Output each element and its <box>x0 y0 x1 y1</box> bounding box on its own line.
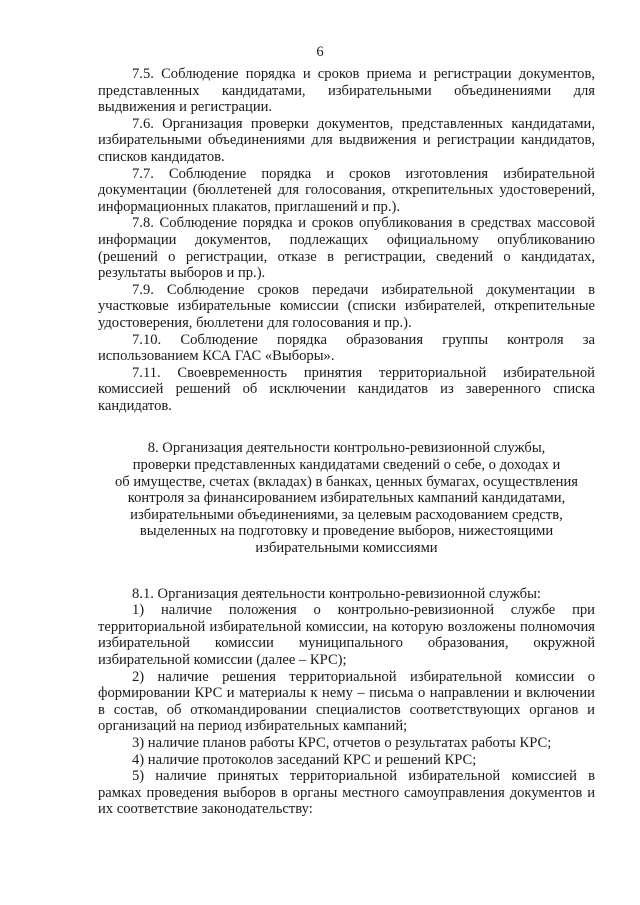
list-item-5: 5) наличие принятых территориальной избирательной комиссией в рамках проведения выборов в органы местного самоуправления документов и их соответствие законодательству: <box>98 768 595 818</box>
paragraph-7-9: 7.9. Соблюдение сроков передачи избирательной документации в участковые избирательные комиссии (списки избирателей, открепительные удостоверения, бюллетени для голосования и пр.). <box>98 281 595 331</box>
page-number: 6 <box>316 44 324 60</box>
document-body <box>98 66 595 818</box>
paragraph-7-7: 7.7. Соблюдение порядка и сроков изготовления избирательной документации (бюллетеней для голосования, открепительных удостоверений, информационных плакатов, приглашений и пр.). <box>98 165 595 215</box>
section-heading-line: контроля за финансированием избирательных кампаний кандидатами, <box>127 490 566 507</box>
section-heading-line: избирательными комиссиями <box>255 540 438 557</box>
list-item-1: 1) наличие положения о контрольно-ревизионной службе при территориальной избирательной комиссии, на которую возложены полномочия избирательной комиссии муниципального образования, окружной избирательной комиссии (далее – КРС); <box>98 602 595 668</box>
paragraph-7-10: 7.10. Соблюдение порядка образования группы контроля за использованием КСА ГАС «Выборы». <box>98 331 595 365</box>
paragraph-7-6: 7.6. Организация проверки документов, представленных кандидатами, избирательными объединениями для выдвижения и регистрации кандидатов, списков кандидатов. <box>98 115 595 165</box>
section-heading-line: об имуществе, счетах (вкладах) в банках, ценных бумагах, осуществления <box>115 473 578 490</box>
section-heading-line: 8. Организация деятельности контрольно-ревизионной службы, <box>147 440 546 457</box>
paragraph-7-8: 7.8. Соблюдение порядка и сроков опубликования в средствах массовой информации документов, подлежащих официальному опубликованию (решений о регистрации, отказе в регистрации, сведений о кандидатах, результаты выборов и пр.). <box>98 215 595 282</box>
list-item-4: 4) наличие протоколов заседаний КРС и решений КРС; <box>132 751 477 768</box>
section-8-heading <box>98 440 595 556</box>
section-heading-line: избирательными объединениями, за целевым расходованием средств, <box>130 506 563 523</box>
list-item-2: 2) наличие решения территориальной избирательной комиссии о формировании КРС и материалы к нему – письма о направлении и включении в состав, об откомандировании специалистов соответствующих органов и организаций на период избирательных кампаний; <box>98 668 595 735</box>
section-heading-line: выделенных на подготовку и проведение выборов, нижестоящими <box>139 523 554 540</box>
section-heading-line: проверки представленных кандидатами сведений о себе, о доходах и <box>132 457 561 474</box>
paragraph-7-5: 7.5. Соблюдение порядка и сроков приема и регистрации документов, представленных кандидатами, избирательными объединениями для выдвижения и регистрации. <box>98 66 595 116</box>
paragraph-8-1: 8.1. Организация деятельности контрольно-ревизионной службы: <box>132 585 541 602</box>
list-item-3: 3) наличие планов работы КРС, отчетов о результатах работы КРС; <box>132 734 552 751</box>
paragraph-7-11: 7.11. Своевременность принятия территориальной избирательной комиссией решений об исключении кандидатов из заверенного списка кандидатов. <box>98 364 595 414</box>
section-spacer <box>98 557 595 586</box>
